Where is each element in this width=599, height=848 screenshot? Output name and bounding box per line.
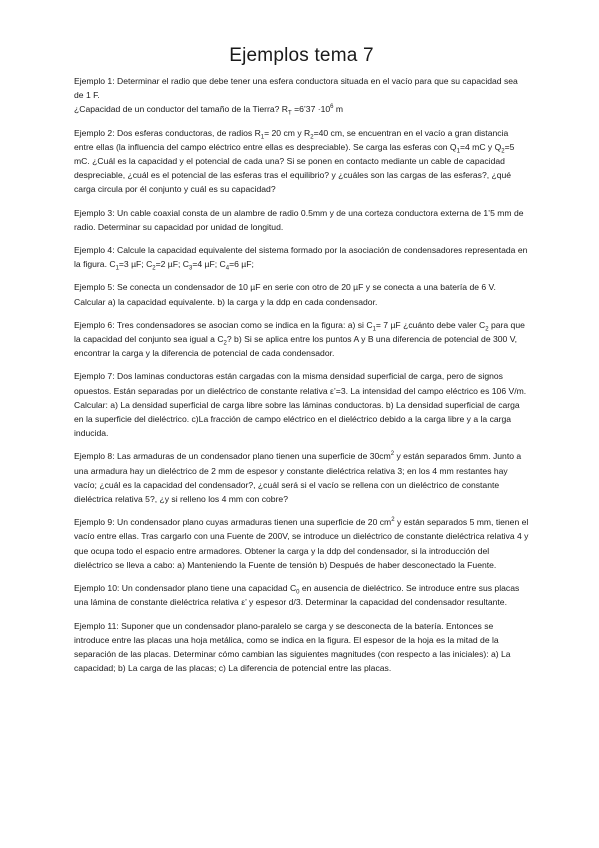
example-10-text: Ejemplo 10: Un condensador plano tiene una capacidad $C_0$ en ausencia de dieléctrico. Se introduce entre sus placas una lámina de constante dieléctrica relativa ε’ y espesor d/3. Determinar la capacidad del condensador resultante. — [74, 583, 520, 608]
example-1-line-1 — [74, 74, 529, 102]
example-7-label: Ejemplo 7: — [74, 371, 115, 382]
example-2-label: Ejemplo 2: — [74, 127, 115, 138]
page-title: Ejemplos tema 7 — [229, 45, 374, 66]
example-4-text: Ejemplo 4: Calcule la capacidad equivalente del sistema formado por la asociación de condensadores representada en la figura. $C_1=3$ µF; $C_2=2$ µF; $C_3=4$ µF; $C_4=6$ µF; — [74, 245, 528, 272]
example-1-label: Ejemplo 1: — [74, 76, 115, 86]
example-9-label: Ejemplo 9: — [74, 517, 115, 528]
example-2 — [74, 126, 529, 197]
example-5-label: Ejemplo 5: — [74, 282, 115, 293]
example-8-text: Ejemplo 8: Las armaduras de un condensador plano tienen una superficie de $30cm^2$ y están separados 6mm. Junto a una armadura hay un dieléctrico de 2 mm de espesor y constante dieléctrica relativa 3; en los 4 mm restantes hay vacío; ¿cuál es la capacidad del condensador?, ¿cuál será si el vacío se rellena con un dieléctrico de constante dieléctrica relativa 5?, ¿y si relleno los 4 mm con cobre? — [74, 451, 522, 505]
example-8 — [74, 449, 529, 506]
example-2-text: Ejemplo 2: Dos esferas conductoras, de radios $R_1= 20$ cm y $R_2=40$ cm, se encuentran en el vacío a gran distancia entre ellas (la influencia del campo eléctrico entre ellas es despreciable). Se carga las esferas con $Q_1=4$ mC y $Q_2=5$ mC. ¿Cuál es la capacidad y el potencial de cada una? Si se ponen en contacto mediante un cable de capacidad despreciable, ¿cuál es el potencial de las esferas tras el equilibrio? y ¿cuáles son las cargas de las esferas?, ¿qué carga circula por él conjunto y cuál es su capacidad? — [74, 127, 515, 195]
example-4-label: Ejemplo 4: — [74, 245, 115, 256]
example-5 — [74, 280, 529, 308]
example-9-text: Ejemplo 9: Un condensador plano cuyas armaduras tienen una superficie de 20 $cm^2$ y están separados 5 mm, tienen el vacío entre ellas. Tras cargarlo con una Fuente de 200V, se introduce un dieléctrico de constante dieléctrica relativa 4 y que ocupa todo el espacio entre armadores. Obtener la carga y la ddp del condensador, si la introducción del dieléctrico se lleva a cabo: a) Manteniendo la Fuente de tensión b) Después de haber desconectado la Fuente. — [74, 517, 529, 570]
example-6 — [74, 318, 529, 361]
example-3-label: Ejemplo 3: — [74, 207, 115, 218]
example-3-text: Ejemplo 3: Un cable coaxial consta de un alambre de radio 0.5mm y de una corteza conductora externa de 1’5 mm de radio. Determinar su capacidad por unidad de longitud. — [74, 207, 524, 232]
example-8-label: Ejemplo 8: — [74, 451, 115, 462]
example-9 — [74, 515, 529, 572]
example-10-label: Ejemplo 10: — [74, 583, 120, 594]
example-11-text: Ejemplo 11: Suponer que un condensador plano-paralelo se carga y se desconecta de la batería. Entonces se introduce entre las placas una hoja metálica, como se indica en la figura. El espesor de la hoja es la mitad de la separación de las placas. Determinar cómo cambian las siguientes magnitudes (con respecto a las iniciales): a) La capacidad; b) La carga de las placas; c) La diferencia de potencial entre las placas. — [74, 620, 511, 674]
example-7-text: Ejemplo 7: Dos laminas conductoras están cargadas con la misma densidad superficial de carga, pero de signos opuestos. Están separadas por un dieléctrico de constante relativa ε’=3. La intensidad del campo eléctrico es 106 V/m. Calcular: a) La densidad superficial de carga libre sobre las láminas conductoras. b) La densidad superficial de carga en la superficie del dieléctrico. c)La fracción de campo eléctrico en el dieléctrico debido a la carga libre y a la carga inducida. — [74, 371, 527, 439]
example-1-text: Determinar el radio que debe tener una esfera conductora situada en el vacío para que su capacidad sea de 1 F. — [74, 76, 518, 101]
example-4 — [74, 243, 529, 271]
example-5-text: Ejemplo 5: Se conecta un condensador de 10 µF en serie con otro de 20 µF y se conecta a una batería de 6 V. Calcular a) la capacidad equivalente. b) la carga y la ddp en cada condensador. — [74, 282, 496, 307]
example-3 — [74, 206, 529, 234]
example-1-line-2: ¿Capacidad de un conductor del tamaño de la Tierra? $R_T$ =6’37 $\cdot 10^6$ m — [74, 104, 344, 118]
example-10 — [74, 581, 529, 609]
example-7 — [74, 369, 529, 440]
example-1 — [74, 74, 529, 117]
example-11-label: Ejemplo 11: — [74, 620, 119, 631]
example-6-text: Ejemplo 6: Tres condensadores se asocian como se indica en la figura: a) si $C_1= 7$ µF ¿cuánto debe valer $C_2$ para que la capacidad del conjunto sea igual a $C_2$? b) Si se aplica entre los puntos A y B una diferencia de potencial de 300 V, encontrar la carga y la diferencia de potencial de cada condensador. — [74, 319, 525, 359]
example-6-label: Ejemplo 6: — [74, 319, 115, 330]
example-11 — [74, 619, 529, 676]
